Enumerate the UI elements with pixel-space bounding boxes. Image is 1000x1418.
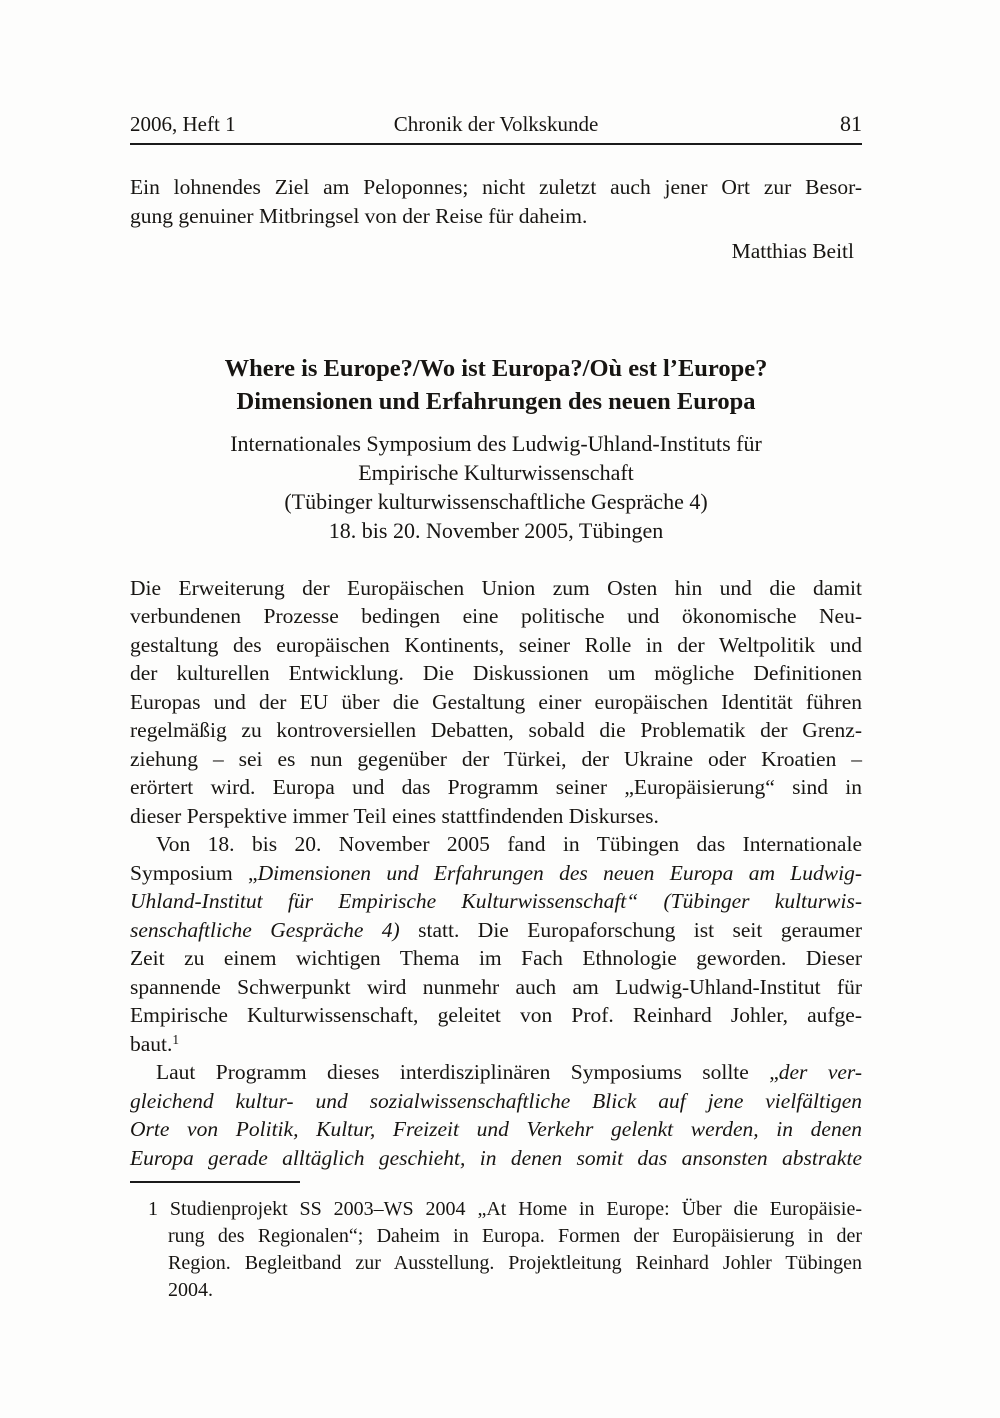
text-segment: baut. <box>130 1031 173 1056</box>
text-line <box>130 973 862 1002</box>
footnote-reference: 1 <box>172 1031 180 1047</box>
text-segment: Europas und der EU über die Gestaltung einer europäischen Identität führen <box>130 689 862 714</box>
text-line <box>130 1115 862 1144</box>
text-segment: gung genuiner Mitbringsel von der Reise für daheim. <box>130 203 588 228</box>
text-line <box>130 173 862 202</box>
text-line <box>130 602 862 631</box>
text-segment: gestaltung des europäischen Kontinents, seiner Rolle in der Weltpolitik und <box>130 632 862 657</box>
article-title-line-1: Where is Europe?/Wo ist Europa?/Où est l’Europe? <box>224 354 768 382</box>
text-line <box>168 1223 862 1250</box>
text-segment: Region. Begleitband zur Ausstellung. Projektleitung Reinhard Johler Tübingen <box>168 1252 862 1274</box>
text-line <box>130 574 862 603</box>
italic-text-segment: senschaftliche Gespräche 4) <box>130 917 400 942</box>
intro-paragraph <box>130 173 862 230</box>
text-line <box>130 1030 862 1059</box>
subtitle-line-3: (Tübinger kulturwissenschaftliche Gespräche 4) <box>284 488 708 514</box>
text-segment: Ein lohnendes Ziel am Peloponnes; nicht zuletzt auch jener Ort zur Besor- <box>130 175 862 199</box>
text-line <box>130 688 862 717</box>
text-line <box>130 1001 862 1030</box>
text-segment: der kulturellen Entwicklung. Die Diskussionen um mögliche Definitionen <box>130 661 862 685</box>
paragraph <box>130 574 862 831</box>
text-line <box>130 916 862 945</box>
text-segment: Von 18. bis 20. November 2005 fand in Tübingen das Internationale <box>156 832 862 856</box>
text-line <box>130 716 862 745</box>
text-line <box>130 202 862 231</box>
italic-text-segment: Uhland-Institut für Empirische Kulturwissenschaft“ (Tübinger kulturwis- <box>130 889 862 913</box>
header-journal-title: Chronik der Volkskunde <box>393 112 599 136</box>
italic-text-segment: Europa gerade alltäglich geschieht, in denen somit das ansonsten abstrakte <box>130 1145 862 1170</box>
text-line <box>130 631 862 660</box>
text-segment: dieser Perspektive immer Teil eines stattfindenden Diskurses. <box>130 803 659 828</box>
text-segment: Laut Programm dieses interdisziplinären Symposiums sollte „ <box>156 1060 779 1084</box>
text-line <box>130 887 862 916</box>
text-line <box>130 1058 862 1087</box>
text-line <box>130 944 862 973</box>
subtitle-line-2: Empirische Kulturwissenschaft <box>358 459 634 485</box>
text-line <box>130 830 862 859</box>
text-segment: rung des Regionalen“; Daheim in Europa. Formen der Europäisierung in der <box>168 1225 862 1247</box>
text-segment: Empirische Kulturwissenschaft, geleitet von Prof. Reinhard Johler, aufge- <box>130 1003 862 1027</box>
text-segment: Zeit zu einem wichtigen Thema im Fach Ethnologie geworden. Dieser <box>130 946 862 970</box>
body-paragraphs <box>130 574 862 1173</box>
italic-text-segment: Orte von Politik, Kultur, Freizeit und Verkehr gelenkt werden, in denen <box>130 1117 862 1141</box>
text-segment: 2004. <box>168 1279 213 1301</box>
text-line <box>130 1144 862 1173</box>
footnote-rule <box>130 1181 300 1183</box>
text-segment: regelmäßig zu kontroversiellen Debatten, sobald die Problematik der Grenz- <box>130 718 862 742</box>
text-line <box>130 1087 862 1116</box>
article-subtitle <box>130 429 862 545</box>
italic-text-segment: der ver- <box>778 1060 863 1084</box>
text-line <box>130 745 862 774</box>
header-rule <box>130 143 862 145</box>
text-segment: verbundenen Prozesse bedingen eine politische und ökonomische Neu- <box>130 604 862 628</box>
italic-text-segment: Dimensionen und Erfahrungen des neuen Europa am Ludwig- <box>257 860 862 885</box>
text-segment: 1 Studienprojekt SS 2003–WS 2004 „At Home in Europe: Über die Europäisie- <box>148 1198 862 1220</box>
text-segment: ziehung – sei es nun gegenüber der Türkei, der Ukraine oder Kroatien – <box>130 746 862 771</box>
article-title-line-2: Dimensionen und Erfahrungen des neuen Europa <box>236 387 756 415</box>
text-line <box>168 1250 862 1277</box>
subtitle-line-1: Internationales Symposium des Ludwig-Uhland-Instituts für <box>230 430 762 456</box>
header-issue: 2006, Heft 1 <box>130 112 236 136</box>
footnote <box>130 1196 862 1304</box>
text-segment: statt. Die Europaforschung ist seit geraumer <box>399 917 862 942</box>
text-line <box>130 859 862 888</box>
text-segment: erörtert wird. Europa und das Programm seiner „Europäisierung“ sind in <box>130 775 862 799</box>
header-page-number: 81 <box>840 111 862 136</box>
text-line <box>130 802 862 831</box>
subtitle-line-4: 18. bis 20. November 2005, Tübingen <box>328 517 664 543</box>
text-line <box>130 659 862 688</box>
byline: Matthias Beitl <box>731 239 854 263</box>
text-segment: Symposium „ <box>130 860 258 885</box>
text-line <box>148 1196 862 1223</box>
text-segment: spannende Schwerpunkt wird nunmehr auch am Ludwig-Uhland-Institut für <box>130 974 862 999</box>
text-segment: Die Erweiterung der Europäischen Union zum Osten hin und die damit <box>130 575 862 600</box>
running-head <box>130 0 862 136</box>
text-line <box>168 1277 862 1304</box>
paragraph <box>130 830 862 1058</box>
italic-text-segment: gleichend kultur- und sozialwissenschaftliche Blick auf jene vielfältigen <box>130 1088 862 1113</box>
paragraph <box>130 1058 862 1172</box>
article-title <box>130 352 862 418</box>
text-line <box>130 773 862 802</box>
